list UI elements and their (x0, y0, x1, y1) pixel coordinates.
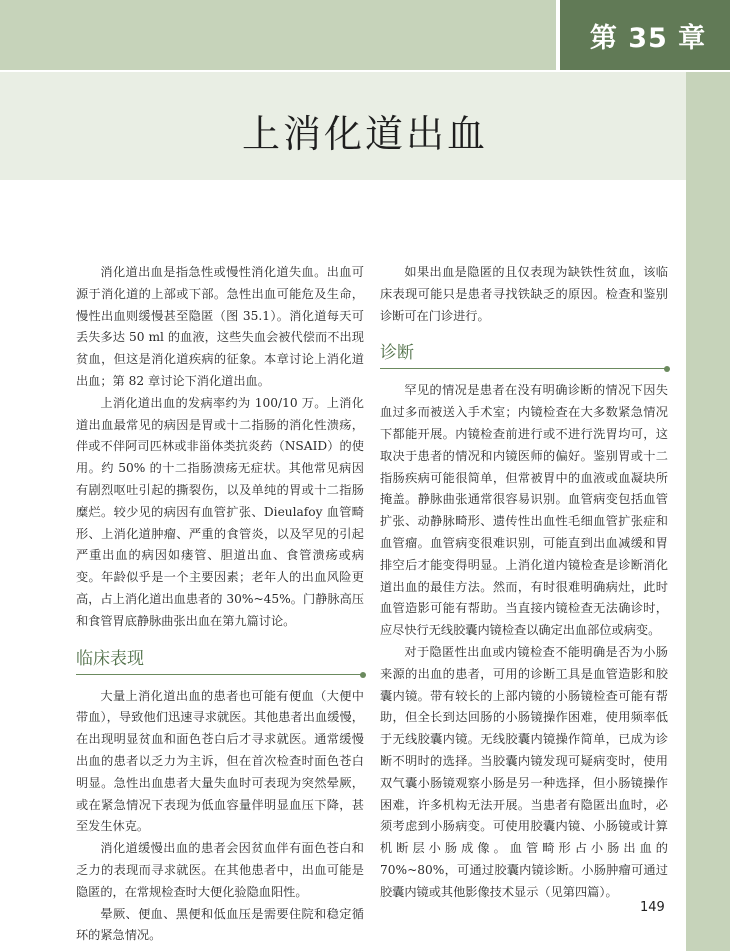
right-intro-paragraph: 如果出血是隐匿的且仅表现为缺铁性贫血，该临床表现可能只是患者寻找铁缺乏的原因。检查和鉴别诊断可在门诊进行。 (380, 265, 668, 323)
diagnosis-heading: 诊断 (380, 341, 668, 369)
header-band (0, 0, 556, 70)
right-column (380, 262, 668, 904)
chapter-tab (560, 0, 730, 70)
clinical-paragraph-2: 消化道缓慢出血的患者会因贫血伴有面色苍白和乏力的表现而寻求就医。在其他患者中，出血可能是隐匿的，在常规检查时大便化验隐血阳性。 (76, 841, 364, 899)
left-column (76, 262, 364, 947)
page-title: 上消化道出血 (241, 112, 488, 156)
intro-paragraph-1: 消化道出血是指急性或慢性消化道失血。出血可源于消化道的上部或下部。急性出血可能危及生命，慢性出血则缓慢甚至隐匿（图 35.1）。消化道每天可丢失多达 50 ml 的血液，这些失血会被代偿而不出现贫血，但这是消化道疾病的征象。本章讨论上消化道出血；第 82 章讨论下消化道出血。 (76, 265, 364, 388)
clinical-paragraph-3: 晕厥、便血、黑便和低血压是需要住院和稳定循环的紧急情况。 (76, 906, 364, 943)
intro-paragraph-2: 上消化道出血的发病率约为 100/10 万。上消化道出血最常见的病因是胃或十二指肠的消化性溃疡，伴或不伴阿司匹林或非甾体类抗炎药（NSAID）的使用。约 50% 的十二指肠溃疡无症状。其他常见病因有剧烈呕吐引起的撕裂伤，以及单纯的胃或十二指肠糜烂。较少见的病因有血管扩张、Dieulafoy 血管畸形、上消化道肿瘤、严重的食管炎，以及罕见的引起严重出血的病因如瘘管、胆道出血、食管溃疡或病变。年龄似乎是一个主要因素；老年人的出血风险更高，占上消化道出血患者的 30%~45%。门静脉高压和食管胃底静脉曲张出血在第九篇讨论。 (76, 395, 364, 628)
side-strip (686, 72, 730, 951)
clinical-heading: 临床表现 (76, 647, 364, 675)
chapter-label: 第 35 章 (589, 22, 707, 54)
diagnosis-paragraph-2: 对于隐匿性出血或内镜检查不能明确是否为小肠来源的出血的患者，可用的诊断工具是血管造影和胶囊内镜。带有较长的上部内镜的小肠镜检查可能有帮助，但全长到达回肠的小肠镜操作困难，使用频率低于无线胶囊内镜。无线胶囊内镜操作简单，已成为诊断不明时的选择。当胶囊内镜发现可疑病变时，使用双气囊小肠镜观察小肠是另一种选择，但小肠镜操作困难，许多机构无法开展。当患者有隐匿出血时，必须考虑到小肠病变。可使用胶囊内镜、小肠镜或计算机断层小肠成像。血管畸形占小肠出血的 70%~80%，可通过胶囊内镜诊断。小肠肿瘤可通过胶囊内镜或其他影像技术显示（见第四篇）。 (380, 644, 668, 899)
page-number: 149 (640, 900, 665, 915)
clinical-paragraph-1: 大量上消化道出血的患者也可能有便血（大便中带血），导致他们迅速寻求就医。其他患者出血缓慢，在出现明显贫血和面色苍白后才寻求就医。通常缓慢出血的患者以乏力为主诉，但在首次检查时面色苍白明显。急性出血患者大量失血时可表现为突然晕厥，或在紧急情况下表现为低血容量伴明显血压下降，甚至发生休克。 (76, 688, 364, 834)
diagnosis-paragraph-1: 罕见的情况是患者在没有明确诊断的情况下因失血过多而被送入手术室；内镜检查在大多数紧急情况下都能开展。内镜检查前进行或不进行洗胃均可，这取决于患者的情况和内镜医师的偏好。鉴别胃或十二指肠疾病可能很简单，但常被胃中的血液或血凝块所掩盖。静脉曲张通常很容易识别。血管病变包括血管扩张、动静脉畸形、遗传性出血性毛细血管扩张症和血管瘤。血管病变很难识别，可能直到出血减缓和胃排空后才能变得明显。上消化道内镜检查是诊断消化道出血的最佳方法。然而，有时很难明确病灶，此时血管造影可能有帮助。当直接内镜检查无法确诊时，应尽快行无线胶囊内镜检查以确定出血部位或病变。 (380, 383, 668, 638)
